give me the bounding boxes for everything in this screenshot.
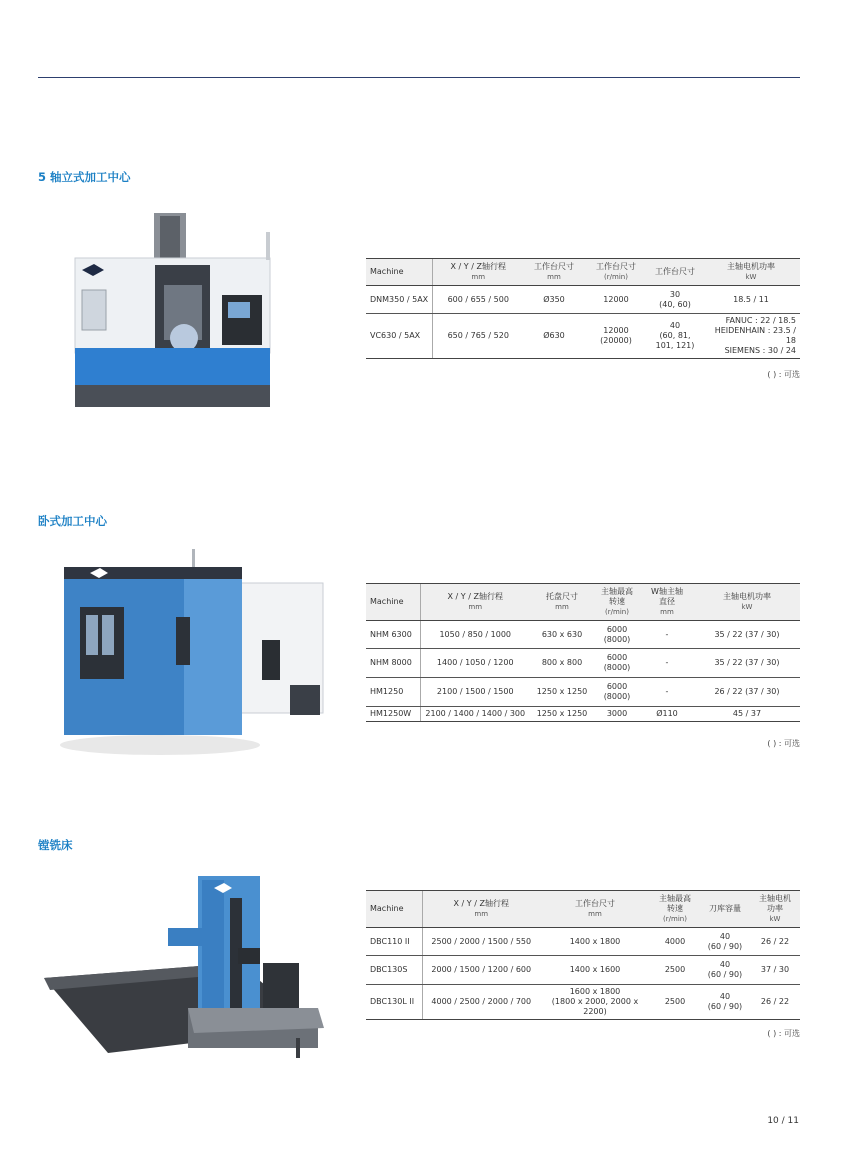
col-header-max-speed: 主轴最高 转速 (r/min) [594,584,640,621]
cell-magazine: 40 (60 / 90) [700,928,750,956]
cell-power: 26 / 22 (37 / 30) [694,678,800,707]
optional-note: ( ) : 可选 [767,370,800,379]
cell-power: 18.5 / 11 [702,286,800,314]
col-header-xyz-travel: X / Y / Z轴行程 mm [422,891,540,928]
col-header-motor-power: 主轴电机功率 kW [694,584,800,621]
cell-speed: 2500 [650,985,700,1020]
col-header-motor-power: 主轴电机功率 kW [702,259,800,286]
cell-speed: 12000 (20000) [584,314,648,359]
cell-pallet: 800 x 800 [530,649,594,678]
section-title-horizontal: 卧式加工中心 [38,514,107,528]
table-header-row [366,891,800,928]
cell-xyz: 650 / 765 / 520 [432,314,524,359]
col-header-xyz-travel: X / Y / Z轴行程 mm [420,584,530,621]
cell-speed: 6000 (8000) [594,678,640,707]
cell-machine: HM1250 [366,678,420,707]
cell-speed: 3000 [594,707,640,722]
cell-table-size: Ø350 [524,286,584,314]
table-header-row [366,259,800,286]
col-header-magazine: 刀库容量 [700,891,750,928]
section-title-vertical-5axis: 5 轴立式加工中心 [38,170,131,184]
cell-power: 35 / 22 (37 / 30) [694,649,800,678]
cell-xyz: 2000 / 1500 / 1200 / 600 [422,956,540,985]
cell-machine: VC630 / 5AX [366,314,432,359]
cell-speed: 2500 [650,956,700,985]
cell-xyz: 2100 / 1400 / 1400 / 300 [420,707,530,722]
cell-xyz: 2500 / 2000 / 1500 / 550 [422,928,540,956]
cell-pallet: 630 x 630 [530,621,594,649]
cell-power: 45 / 37 [694,707,800,722]
cell-magazine: 40 (60 / 90) [700,956,750,985]
cell-speed: 12000 [584,286,648,314]
cell-tools: 40 (60, 81, 101, 121) [648,314,702,359]
boring-milling-machine-image [38,868,330,1068]
col-header-table-size: 工作台尺寸 mm [540,891,650,928]
table-header-row [366,584,800,621]
horizontal-machine-image [50,545,328,763]
cell-machine: HM1250W [366,707,420,722]
table-row [366,956,800,985]
cell-w-spindle: - [640,621,694,649]
cell-machine: NHM 6300 [366,621,420,649]
table-row [366,678,800,707]
cell-pallet: 1250 x 1250 [530,707,594,722]
table-row [366,286,800,314]
cell-power: 35 / 22 (37 / 30) [694,621,800,649]
col-header-table-tools: 工作台尺寸 [648,259,702,286]
cell-machine: DNM350 / 5AX [366,286,432,314]
cell-pallet: 1250 x 1250 [530,678,594,707]
boring-milling-spec-table [366,890,800,1020]
col-header-pallet-size: 托盘尺寸 mm [530,584,594,621]
cell-speed: 4000 [650,928,700,956]
table-row [366,707,800,722]
col-header-table-size: 工作台尺寸 mm [524,259,584,286]
cell-tools: 30 (40, 60) [648,286,702,314]
table-row [366,985,800,1020]
col-header-w-spindle: W轴主轴 直径 mm [640,584,694,621]
vertical-5axis-spec-table [366,258,800,359]
top-rule [38,77,800,78]
col-header-xyz-travel: X / Y / Z轴行程 mm [432,259,524,286]
cell-w-spindle: - [640,678,694,707]
col-header-machine: Machine [366,891,422,928]
table-row [366,649,800,678]
vertical-5axis-machine-image [72,210,277,410]
cell-table-size: 1400 x 1800 [540,928,650,956]
cell-magazine: 40 (60 / 90) [700,985,750,1020]
col-header-machine: Machine [366,584,420,621]
cell-xyz: 2100 / 1500 / 1500 [420,678,530,707]
cell-power: 26 / 22 [750,985,800,1020]
cell-xyz: 1400 / 1050 / 1200 [420,649,530,678]
cell-power: 37 / 30 [750,956,800,985]
optional-note: ( ) : 可选 [767,1029,800,1038]
col-header-table-speed: 工作台尺寸 (r/min) [584,259,648,286]
cell-speed: 6000 (8000) [594,649,640,678]
col-header-machine: Machine [366,259,432,286]
cell-machine: NHM 8000 [366,649,420,678]
cell-machine: DBC130S [366,956,422,985]
section-title-boring-milling: 镗铣床 [38,838,73,852]
col-header-max-speed: 主轴最高 转速 (r/min) [650,891,700,928]
cell-power: FANUC : 22 / 18.5 HEIDENHAIN : 23.5 / 18 SIEMENS : 30 / 24 [702,314,800,359]
cell-speed: 6000 (8000) [594,621,640,649]
table-row [366,314,800,359]
page-number: 10 / 11 [767,1116,799,1126]
cell-table-size: Ø630 [524,314,584,359]
cell-power: 26 / 22 [750,928,800,956]
cell-xyz: 4000 / 2500 / 2000 / 700 [422,985,540,1020]
table-row [366,928,800,956]
cell-w-spindle: Ø110 [640,707,694,722]
cell-machine: DBC130L II [366,985,422,1020]
cell-xyz: 600 / 655 / 500 [432,286,524,314]
cell-table-size: 1600 x 1800 (1800 x 2000, 2000 x 2200) [540,985,650,1020]
horizontal-spec-table [366,583,800,722]
cell-w-spindle: - [640,649,694,678]
cell-machine: DBC110 II [366,928,422,956]
cell-table-size: 1400 x 1600 [540,956,650,985]
optional-note: ( ) : 可选 [767,739,800,748]
col-header-motor-power: 主轴电机 功率 kW [750,891,800,928]
cell-xyz: 1050 / 850 / 1000 [420,621,530,649]
table-row [366,621,800,649]
